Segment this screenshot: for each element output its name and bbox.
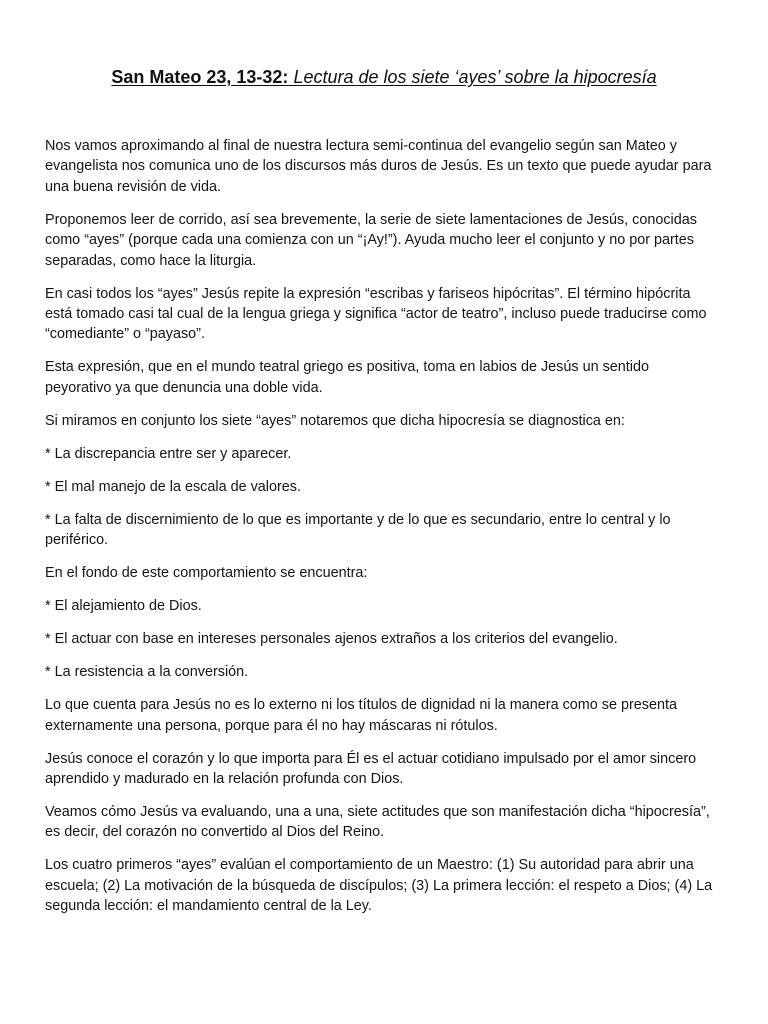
bullet-resistance: * La resistencia a la conversión. <box>45 664 249 681</box>
bullet-discrepancy: * La discrepancia entre ser y aparecer. <box>45 445 292 462</box>
paragraph-expression: Esta expresión, que en el mundo teatral griego es positiva, toma en labios de Jesús un sentido peyorativo ya que denuncia una doble vida. <box>45 359 649 396</box>
bullet-values: * El mal manejo de la escala de valores. <box>45 478 301 495</box>
paragraph-intro: Nos vamos aproximando al final de nuestra lectura semi-continua del evangelio según san Mateo y evangelista nos comunica uno de los discursos más duros de Jesús. Es un texto que puede ayudar para una buena revisión de vida. <box>45 138 712 195</box>
paragraph-heart: Jesús conoce el corazón y lo que importa para Él es el actuar cotidiano impulsado por el amor sincero aprendido y madurado en la relación profunda con Dios. <box>45 750 697 788</box>
document-title <box>0 66 768 88</box>
paragraph-what-counts: Lo que cuenta para Jesús no es lo externo ni los títulos de dignidad ni la manera como se presenta externamente una persona, porque para él no hay máscaras ni rótulos. <box>45 697 677 734</box>
title-subtitle: Lectura de los siete ‘ayes’ sobre la hipocresía <box>293 67 657 87</box>
bullet-discernment: * La falta de discernimiento de lo que es importante y de lo que es secundario, entre lo central y lo periférico. <box>45 511 671 549</box>
paragraph-evaluation: Veamos cómo Jesús va evaluando, una a una, siete actitudes que son manifestación dicha “hipocresía”, es decir, del corazón no convertido al Dios del Reino. <box>45 804 710 841</box>
title-reference: San Mateo 23, 13-32: <box>111 67 289 87</box>
paragraph-first-four: Los cuatro primeros “ayes” evalúan el comportamiento de un Maestro: (1) Su autoridad para abrir una escuela; (2) La motivación de la búsqueda de discípulos; (3) La primera lección: el respeto a Dios; (4) La segunda lección: el mandamiento central de la Ley. <box>45 857 713 915</box>
bullet-distance: * El alejamiento de Dios. <box>45 598 202 615</box>
paragraph-background: En el fondo de este comportamiento se encuentra: <box>45 565 368 582</box>
paragraph-diagnosis-intro: Si miramos en conjunto los siete “ayes” notaremos que dicha hipocresía se diagnostica en: <box>45 412 625 429</box>
bullet-interests: * El actuar con base en intereses personales ajenos extraños a los criterios del evangelio. <box>45 631 618 648</box>
document-body <box>45 136 717 929</box>
paragraph-proposal: Proponemos leer de corrido, así sea brevemente, la serie de siete lamentaciones de Jesús, conocidas como “ayes” (porque cada una comienza con un “¡Ay!”). Ayuda mucho leer el conjunto y no por partes separadas, como hace la liturgia. <box>45 211 697 269</box>
paragraph-hypocrite-term: En casi todos los “ayes” Jesús repite la expresión “escribas y fariseos hipócritas”. El término hipócrita está tomado casi tal cual de la lengua griega y significa “actor de teatro”, incluso puede traducirse como “comediante” o “payaso”. <box>45 285 707 343</box>
